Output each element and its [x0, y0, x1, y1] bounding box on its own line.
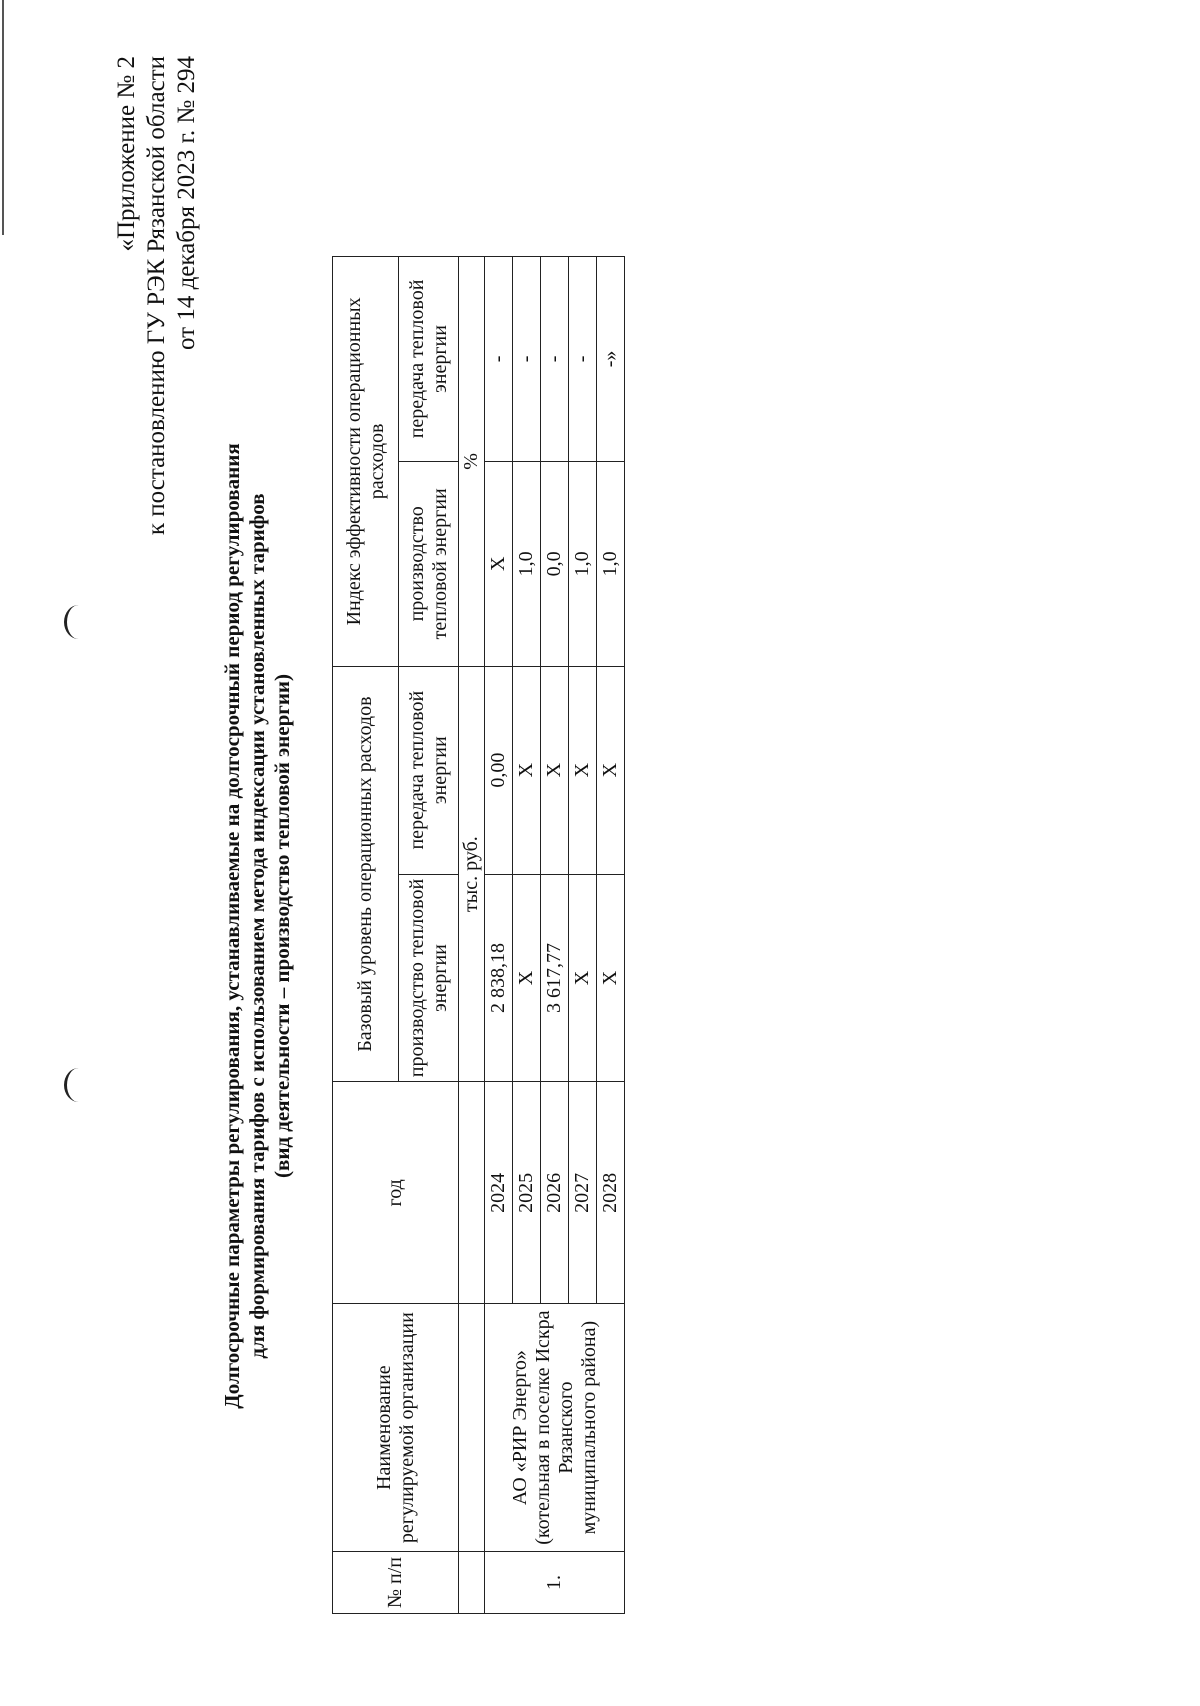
unit-empty-org — [459, 1304, 485, 1552]
cell-index-production: 1,0 — [569, 461, 597, 666]
unit-empty-year — [459, 1082, 485, 1304]
cell-year: 2026 — [541, 1082, 569, 1304]
title-line-1: Долгосрочные параметры регулирования, устанавливаемые на долгосрочный период регулирования — [220, 443, 244, 1409]
unit-empty-num — [459, 1552, 485, 1614]
cell-year: 2024 — [485, 1082, 513, 1304]
row-org: АО «РИР Энерго» (котельная в поселке Искра Рязанского муниципального района) — [485, 1304, 625, 1552]
header-index: Индекс эффективности операционных расходов — [333, 257, 399, 667]
header-org: Наименование регулируемой организации — [333, 1304, 459, 1552]
cell-index-production: 1,0 — [513, 461, 541, 666]
header-base-transfer: передача тепловой энергии — [399, 666, 459, 874]
header-base-level: Базовый уровень операционных расходов — [333, 666, 399, 1082]
row-num: 1. — [485, 1552, 625, 1614]
table-row — [485, 257, 513, 1614]
cell-base-transfer: X — [541, 666, 569, 874]
cell-base-transfer: X — [513, 666, 541, 874]
appendix-line-3: от 14 декабря 2023 г. № 294 — [173, 56, 200, 351]
cell-base-production: 2 838,18 — [485, 874, 513, 1082]
document-title — [220, 326, 295, 1526]
unit-base: тыс. руб. — [459, 666, 485, 1082]
cell-year: 2027 — [569, 1082, 597, 1304]
header-num: № п/п — [333, 1552, 459, 1614]
header-index-production: производство тепловой энергии — [399, 461, 459, 666]
unit-row — [459, 257, 485, 1614]
cell-index-transfer: - — [513, 257, 541, 462]
cell-year: 2028 — [597, 1082, 625, 1304]
cell-base-production: X — [597, 874, 625, 1082]
appendix-reference — [112, 56, 202, 656]
cell-index-transfer: - — [569, 257, 597, 462]
cell-index-production: 0,0 — [541, 461, 569, 666]
cell-index-transfer: - — [485, 257, 513, 462]
header-row-1 — [333, 257, 399, 1614]
appendix-line-2: к постановлению ГУ РЭК Рязанской области — [143, 56, 170, 536]
cell-index-production: X — [485, 461, 513, 666]
header-year: год — [333, 1082, 459, 1304]
cell-index-transfer: -» — [597, 257, 625, 462]
cell-base-transfer: X — [597, 666, 625, 874]
cell-base-production: 3 617,77 — [541, 874, 569, 1082]
title-line-2: для формирования тарифов с использованием метода индексации установленных тарифов — [245, 493, 269, 1359]
cell-base-production: X — [513, 874, 541, 1082]
cell-index-production: 1,0 — [597, 461, 625, 666]
cell-base-transfer: X — [569, 666, 597, 874]
header-base-production: производство тепловой энергии — [399, 874, 459, 1082]
appendix-line-1: «Приложение № 2 — [113, 56, 140, 252]
cell-base-production: X — [569, 874, 597, 1082]
cell-year: 2025 — [513, 1082, 541, 1304]
unit-index: % — [459, 257, 485, 667]
header-index-transfer: передача тепловой энергии — [399, 257, 459, 462]
title-line-3: (вид деятельности – производство тепловой энергии) — [270, 673, 294, 1179]
cell-index-transfer: - — [541, 257, 569, 462]
parameters-table — [332, 256, 625, 1614]
cell-base-transfer: 0,00 — [485, 666, 513, 874]
